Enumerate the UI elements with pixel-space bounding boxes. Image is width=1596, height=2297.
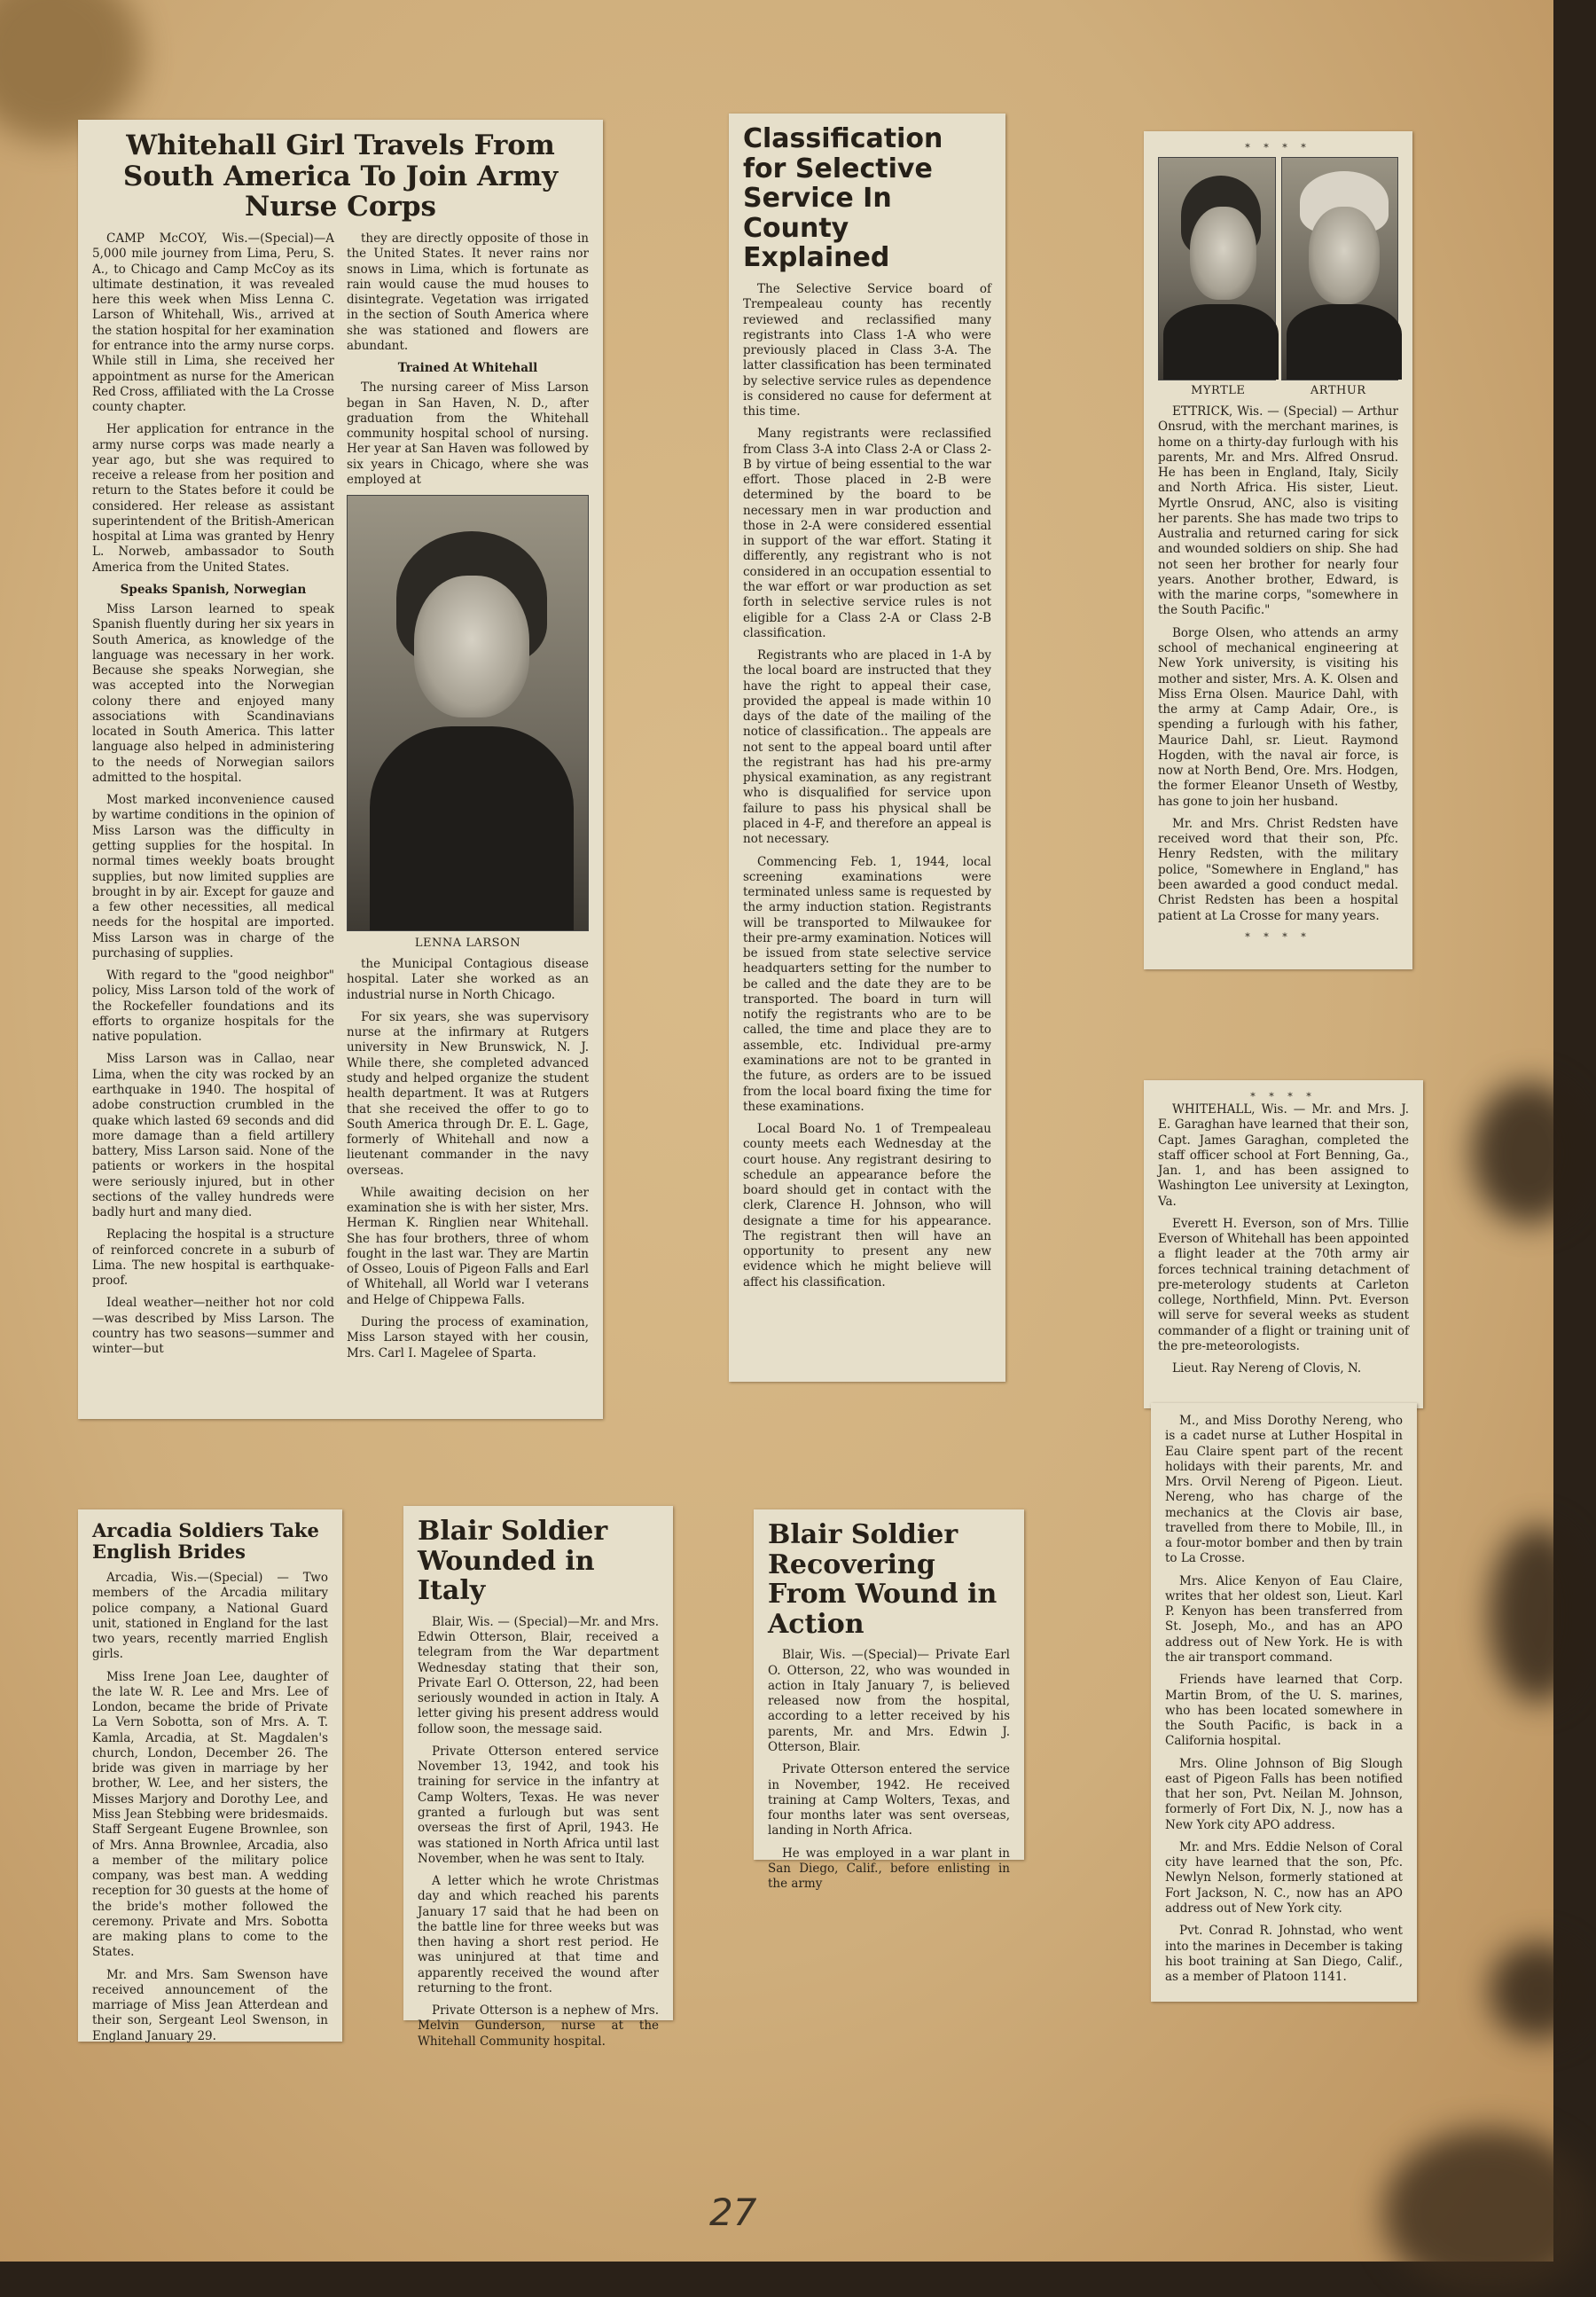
paragraph: With regard to the "good neighbor" policy, Miss Larson told of the work of the Rockefeller foundations and its efforts to organize hospitals for the native population.	[92, 968, 334, 1045]
clipping-whitehall-notes	[1144, 1080, 1423, 1408]
subheading: Speaks Spanish, Norwegian	[120, 583, 307, 597]
clipping-blair-wounded	[403, 1506, 673, 2049]
paragraph: Lieut. Ray Nereng of Clovis, N.	[1172, 1361, 1362, 1376]
paragraph: Everett H. Everson, son of Mrs. Tillie Everson of Whitehall has been appointed a flight leader at the 70th army air forces technical training detachment of pre-meterology students at Carleton college, Northfield, Minn. Pvt. Everson will serve for several weeks as student commander of a flight or training unit of the pre-meteorologists.	[1158, 1216, 1409, 1353]
paragraph: Borge Olsen, who attends an army school of mechanical engineering at New York university, is visiting his mother and sister, Mrs. A. K. Olsen and Miss Erna Olsen. Maurice Dahl, with the army at Camp Adair, Ore., is spending a furlough with his father, Maurice Dahl, sr. Lieut. Raymond Hogden, with the naval air force, is now at North Bend, Ore. Mrs. Hodgen, the former Eleanor Unseth of Westby, has gone to join her husband.	[1158, 625, 1398, 809]
paragraph: Friends have learned that Corp. Martin Brom, of the U. S. marines, who has been located somewhere in the South Pacific, is back in a California hospital.	[1165, 1673, 1403, 1749]
article-column-1	[92, 231, 334, 1368]
paragraph: Mr. and Mrs. Sam Swenson have received announcement of the marriage of Miss Jean Atterdean and their son, Sergeant Leol Swenson, in England January 29.	[92, 1967, 328, 2043]
headline: Arcadia Soldiers Take English Brides	[92, 1519, 319, 1563]
paragraph: Many registrants were reclassified from Class 3-A into Class 2-A or Class 2-B by virtue of being essential to the war effort. Those placed in 2-B were determined by the board to be necessary men in war production and those in 2-A were considered essential in support of the war effort. Stating it differently, any registrant who is not considered in an occupation essential to the war effort or war production as set forth in selective service rules is not eligible for a Class 2-A or Class 2-B classification.	[743, 427, 991, 640]
paragraph: Mr. and Mrs. Christ Redsten have received word that their son, Pfc. Henry Redsten, with the military police, "Somewhere in England," has been awarded a good conduct medal. Christ Redsten has been a hospital patient at La Crosse for many years.	[1158, 816, 1398, 923]
stars-ornament: * * * *	[1245, 142, 1311, 153]
paragraph: Private Otterson entered service November 13, 1942, and took his training for service in the infantry at Camp Wolters, Texas. He was never granted a furlough but was sent overseas the first of April, 1943. He was stationed in North Africa until last November, when he was sent to Italy.	[418, 1744, 659, 1866]
paragraph: Most marked inconvenience caused by wartime conditions in the opinion of Miss Larson was the difficulty in getting supplies for the hospital. In normal times weekly boats brought supplies, but now limited supplies are brought in by air. Except for gauze and a few other necessities, all medical needs for the hospital are imported. Miss Larson was in charge of the purchasing of supplies.	[92, 793, 334, 960]
photo-caption: LENNA LARSON	[414, 937, 521, 951]
paragraph: He was employed in a war plant in San Diego, Calif., before enlisting in the army	[768, 1846, 1010, 1892]
portrait-photo-myrtle	[1158, 157, 1276, 380]
portrait-photo-arthur	[1281, 157, 1399, 380]
paragraph: the Municipal Contagious disease hospital. Later she worked as an industrial nurse in North Chicago.	[347, 957, 589, 1002]
stars-ornament: * * * *	[1245, 930, 1311, 943]
paragraph: For six years, she was supervisory nurse at the infirmary at Rutgers university in New Brunswick, N. J. While there, she completed advanced study and helped organize the student health department. It was at Rutgers that she received the offer to go to South America through Dr. E. L. Gage, formerly of Whitehall and now a lieutenant commander in the navy overseas.	[347, 1009, 589, 1178]
paragraph: Miss Larson learned to speak Spanish fluently during her six years in South America, as knowledge of the language was necessary in her work. Because she speaks Norwegian, she was accepted into the Norwegian colony there and enjoyed many associations with Scandinavians located in South America. This latter language also helped in administering to the needs of Norwegian sailors admitted to the hospital.	[92, 602, 334, 785]
stars-ornament: * * * *	[1250, 1091, 1317, 1102]
paragraph: Mrs. Oline Johnson of Big Slough east of Pigeon Falls has been notified that her son, Pvt. Neilan M. Johnson, formerly of Fort Dix, N. J., now has a New York city APO address.	[1165, 1756, 1403, 1832]
paragraph: Commencing Feb. 1, 1944, local screening examinations were terminated unless same is requested by the army induction station. Registrants will be transported to Milwaukee for their pre-army examination. Notices will be issued from state selective service headquarters setting for the number to be called and the date they are to be transported. The board in turn will notify the registrants who are to be called, the time and place they are to assemble, etc. Individual pre-army examinations are not to be granted in the future, as orders are to be issued from the local board fixing the time for these examinations.	[743, 854, 991, 1114]
paragraph: Registrants who are placed in 1-A by the local board are instructed that they have the right to appeal their case, provided the appeal is made within 10 days of the date of the mailing of the notice of classification.. The appeals are not sent to the appeal board until after the registrant has had his pre-army physical examination, as any registrant who is disqualified for service upon failure to pass his physical shall be placed in 4-F, and therefore an appeal is not necessary.	[743, 648, 991, 847]
paragraph: Arcadia, Wis.—(Special) — Two members of the Arcadia military police company, a National Guard unit, stationed in England for the last two years, recently married English girls.	[92, 1571, 328, 1662]
paragraph: Ideal weather—neither hot nor cold—was described by Miss Larson. The country has two seasons—summer and winter—but	[92, 1296, 334, 1357]
clipping-onsrud	[1144, 131, 1412, 969]
paragraph: ETTRICK, Wis. — (Special) — Arthur Onsrud, with the merchant marines, is home on a thirty-day furlough with his parents, Mr. and Mrs. Alfred Onsrud. He has been in England, Italy, Sicily and North Africa. His sister, Lieut. Myrtle Onsrud, ANC, also is visiting her parents. She has made two trips to Australia and returned caring for sick and wounded soldiers on ship. She had not seen her brother for nearly four years. Another brother, Edward, is with the marine corps, "somewhere in the South Pacific."	[1158, 404, 1398, 618]
headline: Whitehall Girl Travels From South America To Join Army Nurse Corps	[122, 129, 559, 223]
paragraph: The nursing career of Miss Larson began in San Haven, N. D., after graduation from the Whitehall community hospital school of nursing. Her year at San Haven was followed by six years in Chicago, where she was employed at	[347, 380, 589, 487]
subheading: Trained At Whitehall	[397, 361, 538, 376]
photo-caption: MYRTLE	[1191, 384, 1246, 397]
clipping-blair-recovering	[754, 1509, 1024, 1892]
paragraph: During the process of examination, Miss Larson stayed with her cousin, Mrs. Carl I. Magelee of Sparta.	[347, 1314, 589, 1360]
paragraph: While awaiting decision on her examination she is with her sister, Mrs. Herman K. Ringlien near Whitehall. She has four brothers, three of whom fought in the last war. They are Martin of Osseo, Louis of Pigeon Falls and Earl of Whitehall, all World war I veterans and Helge of Chippewa Falls.	[347, 1185, 589, 1307]
paragraph: M., and Miss Dorothy Nereng, who is a cadet nurse at Luther Hospital in Eau Claire spent part of the recent holidays with their parents, Mr. and Mrs. Orvil Nereng of Pigeon. Lieut. Nereng, who has charge of the mechanics at the Clovis air base, travelled from there to Mobile, Ill., in a four-motor bomber and then by train to La Crosse.	[1165, 1414, 1403, 1566]
paragraph: Mrs. Alice Kenyon of Eau Claire, writes that her oldest son, Lieut. Karl P. Kenyon has been transferred from St. Joseph, Mo., and has an APO address out of New York. He is with the air transport command.	[1165, 1573, 1403, 1665]
paragraph: WHITEHALL, Wis. — Mr. and Mrs. J. E. Garaghan have learned that their son, Capt. James Garaghan, completed the staff officer school at Fort Benning, Ga., Jan. 1, and has been assigned to Washington Lee university at Lexington, Va.	[1158, 1102, 1409, 1209]
paragraph: Private Otterson entered the service in November, 1942. He received training at Camp Wolters, Texas, and four months later was sent overseas, landing in North Africa.	[768, 1762, 1010, 1838]
paragraph: Replacing the hospital is a structure of reinforced concrete in a suburb of Lima. The new hospital is earthquake-proof.	[92, 1227, 334, 1289]
clipping-whitehall-notes-continued	[1151, 1403, 1417, 2002]
headline: Blair Soldier Recovering From Wound in Action	[768, 1519, 998, 1640]
paragraph: Miss Larson was in Callao, near Lima, when the city was rocked by an earthquake in 1940. The hospital of adobe construction crumbled in the quake which lasted 69 seconds and did more damage than a field artillery battery, Miss Larson said. None of the patients or workers in the hospital were seriously injured, but in other sections of the valley hundreds were badly hurt and many died.	[92, 1052, 334, 1220]
clipping-lenna-larson	[78, 120, 603, 1419]
clipping-selective-service	[729, 114, 1005, 1382]
article-column-2	[347, 231, 589, 1368]
headline: Blair Soldier Wounded in Italy	[418, 1516, 608, 1607]
paragraph: CAMP McCOY, Wis.—(Special)—A 5,000 mile journey from Lima, Peru, S. A., to Chicago and Camp McCoy as its ultimate destination, it was revealed here this week when Miss Lenna C. Larson of Whitehall, Wis., arrived at the station hospital for her examination for entrance into the army nurse corps. While still in Lima, she received her appointment as nurse for the American Red Cross, affiliated with the La Crosse county chapter.	[92, 231, 334, 415]
clipping-arcadia	[78, 1509, 342, 2042]
paragraph: A letter which he wrote Christmas day and which reached his parents January 17 said that he had been on the battle line for three weeks but was then having a short rest period. He was uninjured at that time and apparently received the wound after returning to the front.	[418, 1874, 659, 1995]
paragraph: The Selective Service board of Trempealeau county has recently reviewed and reclassified many registrants into Class 1-A who were previously placed in Class 3-A. The latter classification has been terminated by selective service rules as dependence is considered no cause for deferment at this time.	[743, 281, 991, 419]
paragraph: Blair, Wis. —(Special)— Private Earl O. Otterson, 22, who was wounded in action in Italy January 7, is believed released now from the hospital, according to a letter received by his parents, Mr. and Mrs. Edwin J. Otterson, Blair.	[768, 1648, 1010, 1754]
paragraph: Miss Irene Joan Lee, daughter of the late W. R. Lee and Mrs. Lee of London, became the bride of Private La Vern Sobotta, son of Mrs. A. T. Kamla, Arcadia, at St. Magdalen's church, London, December 26. The bride was given in marriage by her brother, W. Lee, and her sisters, the Misses Marjory and Dorothy Lee, and Miss Jean Stebbing were bridesmaids. Staff Sergeant Eugene Brownlee, son of Mrs. Anna Brownlee, Arcadia, also a member of the military police company, was best man. A wedding reception for 30 guests at the home of the bride's mother followed the ceremony. Private and Mrs. Sobotta are making plans to come to the States.	[92, 1669, 328, 1960]
paragraph: Her application for entrance in the army nurse corps was made nearly a year ago, but she was required to receive a release from her position and return to the States before it could be considered. Her release as assistant superintendent of the British-American hospital at Lima was granted by Henry L. Norweb, ambassador to South America from the United States.	[92, 422, 334, 575]
paragraph: Mr. and Mrs. Eddie Nelson of Coral city have learned that the son, Pfc. Newlyn Nelson, formerly stationed at Fort Jackson, N. C., now has an APO address out of New York city.	[1165, 1839, 1403, 1916]
paragraph: Blair, Wis. — (Special)—Mr. and Mrs. Edwin Otterson, Blair, received a telegram from the War department Wednesday stating that their son, Private Earl O. Otterson, 22, had been seriously wounded in action in Italy. A letter giving his present address would follow soon, the message said.	[418, 1614, 659, 1736]
paragraph: Private Otterson is a nephew of Mrs. Melvin Gunderson, nurse at the Whitehall Community hospital.	[418, 2003, 659, 2049]
paragraph: Pvt. Conrad R. Johnstad, who went into the marines in December is taking his boot training at San Diego, Calif., as a member of Platoon 1141.	[1165, 1924, 1403, 1985]
portrait-photo	[347, 495, 589, 931]
paragraph: they are directly opposite of those in the United States. It never rains nor snows in Lima, which is fortunate as rain would cause the mud houses to disintegrate. Vegetation was irrigated in the section of South America where she was stationed and flowers are abundant.	[347, 231, 589, 354]
headline: Classification for Selective Service In County Explained	[743, 123, 943, 274]
page-number: 27	[709, 2191, 757, 2234]
paragraph: Local Board No. 1 of Trempealeau county meets each Wednesday at the court house. Any registrant desiring to schedule an appearance before the board should get in contact with the clerk, Clarence H. Johnson, who will designate a time for his appearance. The registrant then will have an opportunity to present any new evidence which he might believe will affect his classification.	[743, 1122, 991, 1290]
photo-caption: ARTHUR	[1310, 384, 1366, 397]
